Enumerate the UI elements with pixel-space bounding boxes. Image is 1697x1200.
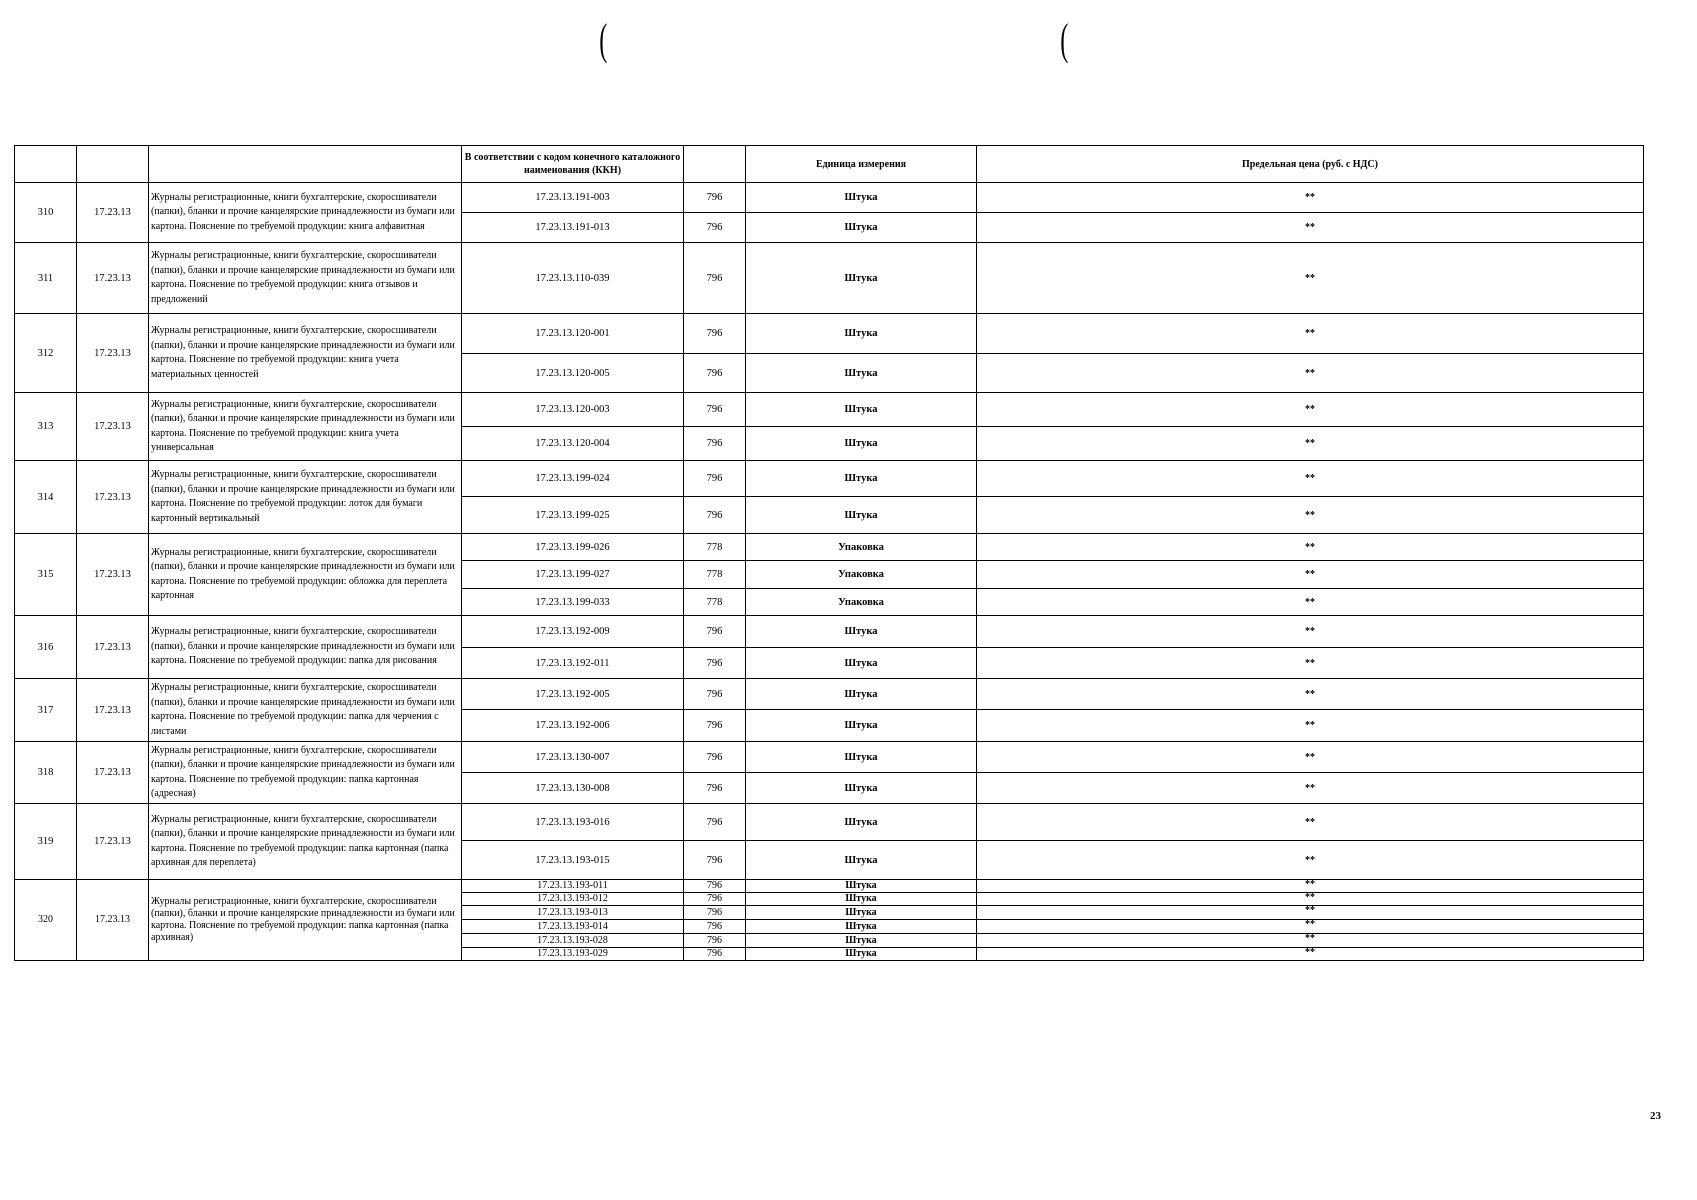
okei-code: 796	[684, 948, 746, 961]
table-row	[15, 393, 1644, 427]
catalog-code: 17.23.13.199-027	[462, 561, 684, 589]
header-col-unit: Единица измерения	[746, 146, 977, 183]
okei-code: 796	[684, 906, 746, 920]
header-col-okei	[684, 146, 746, 183]
okei-code: 796	[684, 893, 746, 906]
unit-of-measure: Штука	[746, 920, 977, 934]
unit-of-measure: Штука	[746, 841, 977, 880]
row-number: 311	[15, 243, 77, 314]
okei-code: 796	[684, 183, 746, 213]
table-row	[15, 804, 1644, 841]
price-limit: **	[977, 920, 1644, 934]
row-number: 318	[15, 742, 77, 804]
table-body	[15, 183, 1644, 961]
table-row	[15, 314, 1644, 354]
okei-code: 796	[684, 679, 746, 710]
price-limit: **	[977, 948, 1644, 961]
unit-of-measure: Упаковка	[746, 561, 977, 589]
catalog-code: 17.23.13.191-013	[462, 213, 684, 243]
unit-of-measure: Штука	[746, 742, 977, 773]
okei-code: 796	[684, 934, 746, 948]
catalog-code: 17.23.13.120-004	[462, 427, 684, 461]
unit-of-measure: Штука	[746, 804, 977, 841]
product-description: Журналы регистрационные, книги бухгалтерские, скоросшиватели (папки), бланки и прочие канцелярские принадлежности из бумаги или картона. Пояснение по требуемой продукции: папка для рисования	[149, 616, 462, 679]
header-col-number	[15, 146, 77, 183]
catalog-code: 17.23.13.199-033	[462, 589, 684, 616]
unit-of-measure: Штука	[746, 213, 977, 243]
okei-code: 796	[684, 742, 746, 773]
unit-of-measure: Штука	[746, 906, 977, 920]
price-table	[14, 145, 1644, 961]
price-limit: **	[977, 906, 1644, 920]
price-limit: **	[977, 427, 1644, 461]
catalog-code: 17.23.13.199-025	[462, 497, 684, 534]
okei-code: 778	[684, 561, 746, 589]
catalog-code: 17.23.13.192-006	[462, 710, 684, 742]
okpd-code: 17.23.13	[77, 679, 149, 742]
okpd-code: 17.23.13	[77, 393, 149, 461]
unit-of-measure: Штука	[746, 893, 977, 906]
catalog-code: 17.23.13.193-029	[462, 948, 684, 961]
price-limit: **	[977, 589, 1644, 616]
okei-code: 796	[684, 880, 746, 893]
okpd-code: 17.23.13	[77, 804, 149, 880]
okei-code: 796	[684, 354, 746, 393]
okei-code: 796	[684, 648, 746, 679]
catalog-code: 17.23.13.120-005	[462, 354, 684, 393]
price-limit: **	[977, 393, 1644, 427]
price-limit: **	[977, 314, 1644, 354]
unit-of-measure: Штука	[746, 710, 977, 742]
price-limit: **	[977, 804, 1644, 841]
price-limit: **	[977, 742, 1644, 773]
price-limit: **	[977, 354, 1644, 393]
price-limit: **	[977, 934, 1644, 948]
catalog-code: 17.23.13.192-005	[462, 679, 684, 710]
catalog-code: 17.23.13.193-016	[462, 804, 684, 841]
unit-of-measure: Штука	[746, 648, 977, 679]
catalog-code: 17.23.13.193-012	[462, 893, 684, 906]
unit-of-measure: Штука	[746, 183, 977, 213]
price-limit: **	[977, 213, 1644, 243]
row-number: 316	[15, 616, 77, 679]
okei-code: 796	[684, 616, 746, 648]
catalog-code: 17.23.13.199-024	[462, 461, 684, 497]
price-limit: **	[977, 841, 1644, 880]
okpd-code: 17.23.13	[77, 183, 149, 243]
catalog-code: 17.23.13.191-003	[462, 183, 684, 213]
price-limit: **	[977, 497, 1644, 534]
unit-of-measure: Штука	[746, 616, 977, 648]
unit-of-measure: Штука	[746, 880, 977, 893]
catalog-code: 17.23.13.130-008	[462, 773, 684, 804]
row-number: 313	[15, 393, 77, 461]
okpd-code: 17.23.13	[77, 461, 149, 534]
table-row	[15, 742, 1644, 773]
price-limit: **	[977, 773, 1644, 804]
product-description: Журналы регистрационные, книги бухгалтерские, скоросшиватели (папки), бланки и прочие канцелярские принадлежности из бумаги или картона. Пояснение по требуемой продукции: книга учета материальных ценностей	[149, 314, 462, 393]
table-row	[15, 183, 1644, 213]
unit-of-measure: Штука	[746, 679, 977, 710]
unit-of-measure: Штука	[746, 461, 977, 497]
okei-code: 796	[684, 841, 746, 880]
row-number: 312	[15, 314, 77, 393]
okei-code: 778	[684, 589, 746, 616]
price-limit: **	[977, 561, 1644, 589]
unit-of-measure: Штука	[746, 314, 977, 354]
row-number: 319	[15, 804, 77, 880]
price-limit: **	[977, 616, 1644, 648]
okei-code: 796	[684, 461, 746, 497]
product-description: Журналы регистрационные, книги бухгалтерские, скоросшиватели (папки), бланки и прочие канцелярские принадлежности из бумаги или картона. Пояснение по требуемой продукции: папка для черчения с листами	[149, 679, 462, 742]
product-description: Журналы регистрационные, книги бухгалтерские, скоросшиватели (папки), бланки и прочие канцелярские принадлежности из бумаги или картона. Пояснение по требуемой продукции: книга алфавитная	[149, 183, 462, 243]
price-limit: **	[977, 461, 1644, 497]
catalog-code: 17.23.13.120-003	[462, 393, 684, 427]
price-limit: **	[977, 648, 1644, 679]
header-col-price: Предельная цена (руб. с НДС)	[977, 146, 1644, 183]
okei-code: 796	[684, 920, 746, 934]
scan-mark-right: (	[1060, 15, 1069, 64]
price-limit: **	[977, 710, 1644, 742]
product-description: Журналы регистрационные, книги бухгалтерские, скоросшиватели (папки), бланки и прочие канцелярские принадлежности из бумаги или картона. Пояснение по требуемой продукции: книга учета универсальная	[149, 393, 462, 461]
table-row	[15, 534, 1644, 561]
product-description: Журналы регистрационные, книги бухгалтерские, скоросшиватели (папки), бланки и прочие канцелярские принадлежности из бумаги или картона. Пояснение по требуемой продукции: папка картонная (адресная)	[149, 742, 462, 804]
price-limit: **	[977, 243, 1644, 314]
price-limit: **	[977, 183, 1644, 213]
header-col-description	[149, 146, 462, 183]
okei-code: 796	[684, 314, 746, 354]
okpd-code: 17.23.13	[77, 314, 149, 393]
catalog-code: 17.23.13.130-007	[462, 742, 684, 773]
okei-code: 796	[684, 710, 746, 742]
product-description: Журналы регистрационные, книги бухгалтерские, скоросшиватели (папки), бланки и прочие канцелярские принадлежности из бумаги или картона. Пояснение по требуемой продукции: лоток для бумаги картонный вертикальный	[149, 461, 462, 534]
row-number: 314	[15, 461, 77, 534]
product-description: Журналы регистрационные, книги бухгалтерские, скоросшиватели (папки), бланки и прочие канцелярские принадлежности из бумаги или картона. Пояснение по требуемой продукции: папка картонная (папка архивная для переплета)	[149, 804, 462, 880]
catalog-code: 17.23.13.193-028	[462, 934, 684, 948]
table-row	[15, 679, 1644, 710]
okpd-code: 17.23.13	[77, 616, 149, 679]
scan-mark-left: (	[599, 15, 608, 64]
catalog-code: 17.23.13.193-011	[462, 880, 684, 893]
catalog-code: 17.23.13.110-039	[462, 243, 684, 314]
product-description: Журналы регистрационные, книги бухгалтерские, скоросшиватели (папки), бланки и прочие канцелярские принадлежности из бумаги или картона. Пояснение по требуемой продукции: обложка для переплета картонная	[149, 534, 462, 616]
unit-of-measure: Штука	[746, 948, 977, 961]
okei-code: 796	[684, 427, 746, 461]
okei-code: 796	[684, 243, 746, 314]
okei-code: 796	[684, 804, 746, 841]
unit-of-measure: Штука	[746, 934, 977, 948]
catalog-code: 17.23.13.120-001	[462, 314, 684, 354]
okpd-code: 17.23.13	[77, 243, 149, 314]
catalog-code: 17.23.13.193-014	[462, 920, 684, 934]
table-row	[15, 616, 1644, 648]
price-limit: **	[977, 893, 1644, 906]
table-header-row	[15, 146, 1644, 183]
okpd-code: 17.23.13	[77, 534, 149, 616]
catalog-code: 17.23.13.192-011	[462, 648, 684, 679]
price-table-container	[14, 145, 1643, 961]
unit-of-measure: Штука	[746, 427, 977, 461]
okei-code: 796	[684, 393, 746, 427]
page-number: 23	[1650, 1110, 1661, 1122]
price-limit: **	[977, 679, 1644, 710]
product-description: Журналы регистрационные, книги бухгалтерские, скоросшиватели (папки), бланки и прочие канцелярские принадлежности из бумаги или картона. Пояснение по требуемой продукции: книга отзывов и предложений	[149, 243, 462, 314]
header-col-code: В соответствии с кодом конечного каталожного наименования (ККН)	[462, 146, 684, 183]
catalog-code: 17.23.13.193-013	[462, 906, 684, 920]
okei-code: 796	[684, 773, 746, 804]
okei-code: 796	[684, 497, 746, 534]
unit-of-measure: Штука	[746, 773, 977, 804]
okpd-code: 17.23.13	[77, 880, 149, 961]
price-limit: **	[977, 534, 1644, 561]
table-row	[15, 880, 1644, 893]
okpd-code: 17.23.13	[77, 742, 149, 804]
catalog-code: 17.23.13.192-009	[462, 616, 684, 648]
unit-of-measure: Упаковка	[746, 534, 977, 561]
table-row	[15, 243, 1644, 314]
unit-of-measure: Штука	[746, 393, 977, 427]
row-number: 317	[15, 679, 77, 742]
catalog-code: 17.23.13.199-026	[462, 534, 684, 561]
price-limit: **	[977, 880, 1644, 893]
row-number: 310	[15, 183, 77, 243]
okei-code: 778	[684, 534, 746, 561]
unit-of-measure: Штука	[746, 497, 977, 534]
okei-code: 796	[684, 213, 746, 243]
catalog-code: 17.23.13.193-015	[462, 841, 684, 880]
unit-of-measure: Упаковка	[746, 589, 977, 616]
header-col-okpd	[77, 146, 149, 183]
unit-of-measure: Штука	[746, 243, 977, 314]
product-description: Журналы регистрационные, книги бухгалтерские, скоросшиватели (папки), бланки и прочие канцелярские принадлежности из бумаги или картона. Пояснение по требуемой продукции: папка картонная (папка архивная)	[149, 880, 462, 961]
table-row	[15, 461, 1644, 497]
unit-of-measure: Штука	[746, 354, 977, 393]
row-number: 315	[15, 534, 77, 616]
row-number: 320	[15, 880, 77, 961]
